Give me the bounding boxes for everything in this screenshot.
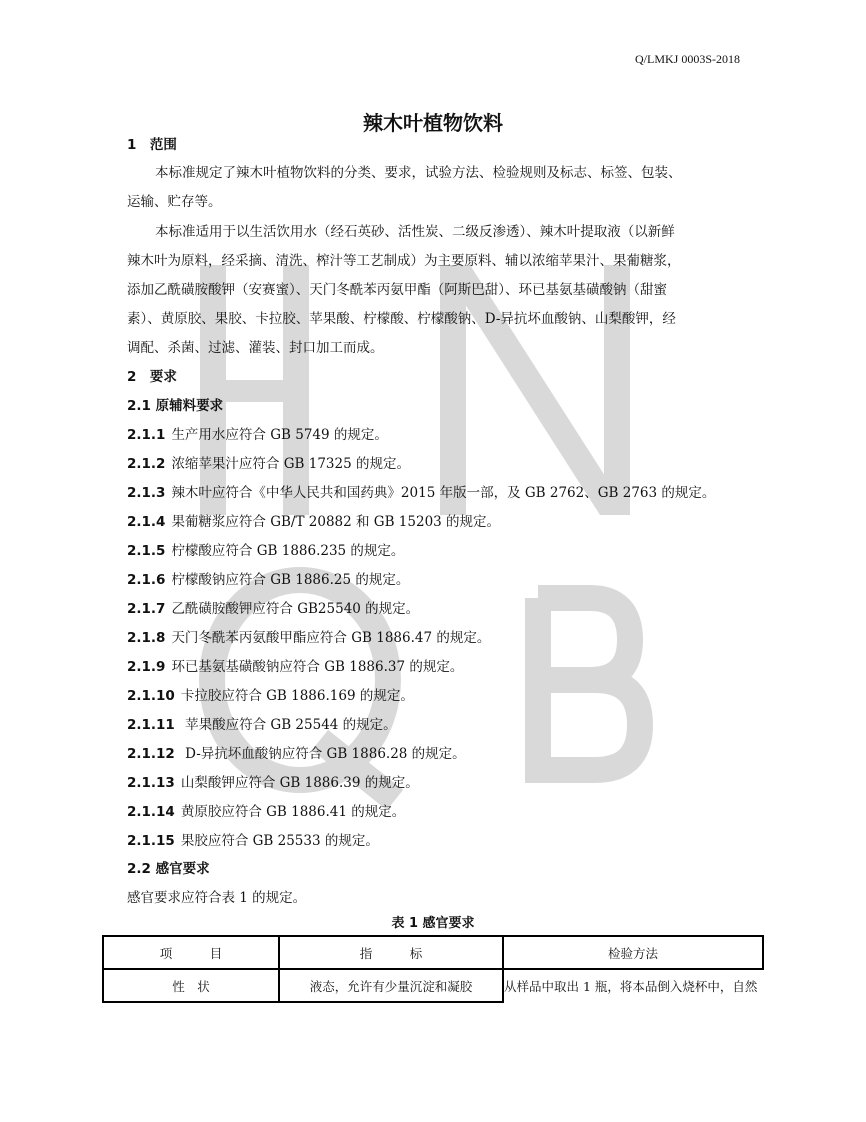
paragraph-line: 感官要求应符合表 1 的规定。: [127, 890, 307, 906]
clause-item: [127, 687, 414, 705]
clause-text: 环已基氨基磺酸钠应符合 GB 1886.37 的规定。: [171, 659, 464, 675]
clause-text: 生产用水应符合 GB 5749 的规定。: [171, 427, 388, 443]
table-header-row: [103, 936, 763, 969]
clause-number: 2.1.4: [127, 514, 166, 530]
clause-item: [127, 484, 715, 502]
table-cell: 从样品中取出 1 瓶，将本品倒入烧杯中，自然: [503, 969, 763, 1002]
clause-text: 果胶应符合 GB 25533 的规定。: [180, 833, 379, 849]
clause-number: 2.1.1: [127, 427, 166, 443]
table-header-cell: 检验方法: [503, 936, 763, 969]
clause-text: 黄原胶应符合 GB 1886.41 的规定。: [180, 804, 406, 820]
clause-item: [127, 426, 388, 444]
watermark-letter-h: [200, 265, 309, 515]
paragraph-line: 本标准适用于以生活饮用水（经石英砂、活性炭、二级反渗透）、辣木叶提取液（以新鲜: [155, 224, 675, 240]
section-heading: 2 要求: [127, 369, 177, 385]
table-cell: 性 状: [103, 969, 279, 1002]
clause-item: [127, 832, 379, 850]
clause-item: [127, 542, 404, 560]
paragraph-line: 辣木叶为原料，经采摘、清洗、榨汁等工艺制成）为主要原料、辅以浓缩苹果汁、果葡糖浆，: [127, 253, 681, 269]
clause-number: 2.1.7: [127, 601, 166, 617]
clause-number: 2.1.2: [127, 456, 166, 472]
sensory-table: [102, 935, 764, 1003]
clause-item: [127, 745, 466, 763]
clause-number: 2.1.6: [127, 572, 166, 588]
clause-text: 乙酰磺胺酸钾应符合 GB25540 的规定。: [171, 601, 420, 617]
clause-item: [127, 658, 463, 676]
clause-number: 2.1.15: [127, 833, 175, 849]
clause-text: 柠檬酸钠应符合 GB 1886.25 的规定。: [171, 572, 410, 588]
watermark-letter-n: [440, 265, 630, 515]
paragraph-line: 调配、杀菌、过滤、灌装、封口加工而成。: [127, 340, 384, 356]
subsection-heading: 2.2 感官要求: [127, 861, 210, 877]
clause-text: 苹果酸应符合 GB 25544 的规定。: [180, 717, 397, 733]
paragraph-line: 本标准规定了辣木叶植物饮料的分类、要求，试验方法、检验规则及标志、标签、包装、: [155, 165, 682, 181]
clause-text: 果葡糖浆应符合 GB/T 20882 和 GB 15203 的规定。: [171, 514, 501, 530]
table-header-cell: 项 目: [103, 936, 279, 969]
subsection-heading: 2.1 原辅料要求: [127, 398, 224, 414]
paragraph-line: 添加乙酰磺胺酸钾（安赛蜜）、天门冬酰苯丙氨甲酯（阿斯巴甜）、环已基氨基磺酸钠（甜蜜: [127, 282, 667, 298]
clause-text: 山梨酸钾应符合 GB 1886.39 的规定。: [180, 775, 419, 791]
clause-item: [127, 513, 500, 531]
clause-item: [127, 774, 419, 792]
clause-text: 天门冬酰苯丙氨酸甲酯应符合 GB 1886.47 的规定。: [171, 630, 491, 646]
section-heading: 1 范围: [127, 137, 177, 153]
clause-text: 卡拉胶应符合 GB 1886.169 的规定。: [180, 688, 414, 704]
clause-number: 2.1.10: [127, 688, 175, 704]
clause-item: [127, 803, 405, 821]
clause-item: [127, 571, 409, 589]
clause-number: 2.1.8: [127, 630, 166, 646]
clause-number: 2.1.13: [127, 775, 175, 791]
table-caption: 表 1 感官要求: [391, 916, 475, 931]
clause-number: 2.1.9: [127, 659, 166, 675]
clause-number: 2.1.14: [127, 804, 175, 820]
clause-number: 2.1.11: [127, 717, 175, 733]
clause-number: 2.1.5: [127, 543, 166, 559]
clause-text: 柠檬酸应符合 GB 1886.235 的规定。: [171, 543, 405, 559]
clause-number: 2.1.12: [127, 746, 175, 762]
document-code: Q/LMKJ 0003S-2018: [634, 52, 740, 66]
watermark-letter-b: [538, 598, 640, 770]
page-title: 辣木叶植物饮料: [363, 111, 503, 135]
clause-number: 2.1.3: [127, 485, 166, 501]
clause-item: [127, 716, 397, 734]
table-header-cell: 指 标: [279, 936, 503, 969]
clause-text: 辣木叶应符合《中华人民共和国药典》2015 年版一部，及 GB 2762、GB 2763 的规定。: [171, 485, 716, 501]
clause-text: 浓缩苹果汁应符合 GB 17325 的规定。: [171, 456, 410, 472]
table-cell: 液态，允许有少量沉淀和凝胶: [279, 969, 503, 1002]
table-row: [103, 969, 763, 1002]
clause-item: [127, 455, 410, 473]
clause-text: D-异抗坏血酸钠应符合 GB 1886.28 的规定。: [180, 746, 466, 762]
clause-item: [127, 600, 419, 618]
clause-item: [127, 629, 490, 647]
paragraph-line: 运输、贮存等。: [127, 194, 222, 210]
paragraph-line: 素）、黄原胶、果胶、卡拉胶、苹果酸、柠檬酸、柠檬酸钠、D-异抗坏血酸钠、山梨酸钾，经: [127, 311, 676, 327]
